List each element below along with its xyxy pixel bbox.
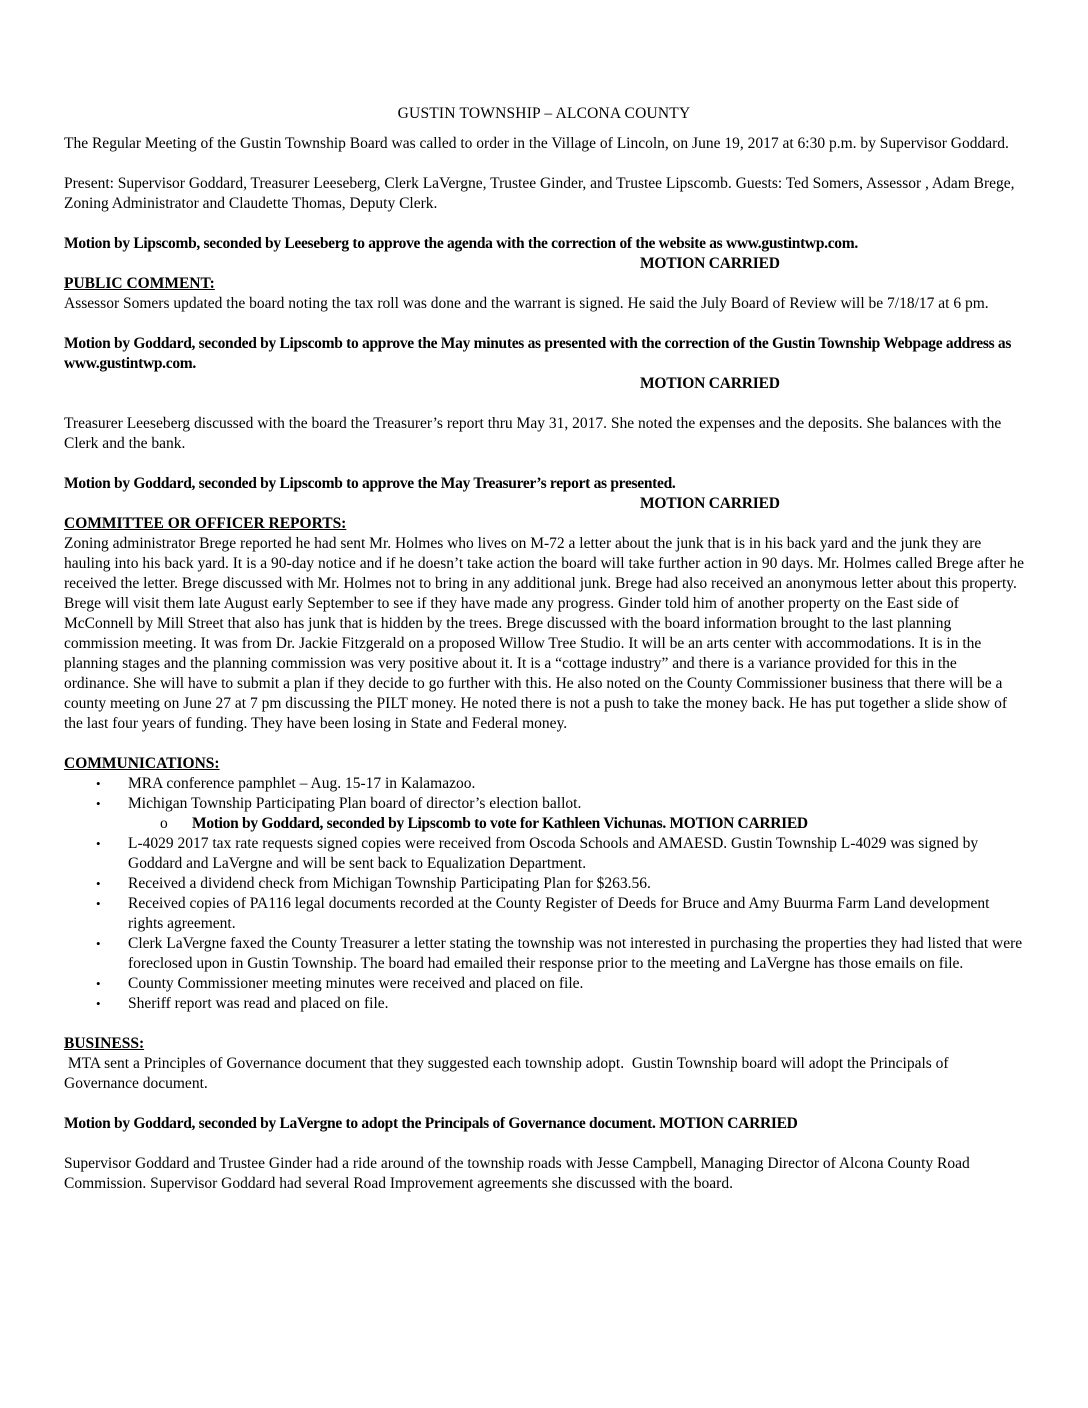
- list-item-text: Received copies of PA116 legal documents recorded at the County Register of Deeds for Bruce and Amy Buurma Farm Land development rights agreement.: [128, 895, 990, 932]
- motion-agenda: Motion by Lipscomb, seconded by Leeseberg to approve the agenda with the correction of the website as www.gustintwp.com.: [64, 235, 858, 252]
- list-item-text: County Commissioner meeting minutes were received and placed on file.: [128, 975, 584, 992]
- motion-carried-treasurer: MOTION CARRIED: [640, 495, 780, 512]
- list-item-text: Received a dividend check from Michigan Township Participating Plan for $263.56.: [128, 875, 651, 892]
- communications-sub-list: [64, 814, 1024, 834]
- sub-motion-text: Motion by Goddard, seconded by Lipscomb to vote for Kathleen Vichunas. MOTION CARRIED: [192, 815, 808, 832]
- document-title: GUSTIN TOWNSHIP – ALCONA COUNTY: [397, 105, 691, 122]
- sub-list-item: [64, 814, 1024, 834]
- communications-list: [64, 774, 1024, 1014]
- committee-heading: COMMITTEE OR OFFICER REPORTS:: [64, 515, 347, 532]
- treasurer-report-text: Treasurer Leeseberg discussed with the board the Treasurer’s report thru May 31, 2017. She noted the expenses and the deposits. She balances with the Clerk and the bank.: [64, 415, 1002, 452]
- public-comment-text: Assessor Somers updated the board noting the tax roll was done and the warrant is signed. He said the July Board of Review will be 7/18/17 at 6 pm.: [64, 295, 989, 312]
- present-paragraph: Present: Supervisor Goddard, Treasurer Leeseberg, Clerk LaVergne, Trustee Ginder, and Trustee Lipscomb. Guests: Ted Somers, Assessor , Adam Brege, Zoning Administrator and Claudette Thomas, Deputy Clerk.: [64, 175, 1015, 212]
- list-item: [64, 794, 1024, 814]
- list-item: [64, 974, 1024, 994]
- list-item: [64, 894, 1024, 934]
- motion-governance: Motion by Goddard, seconded by LaVergne to adopt the Principals of Governance document. MOTION CARRIED: [64, 1115, 798, 1132]
- business-heading: BUSINESS:: [64, 1035, 145, 1052]
- motion-minutes: Motion by Goddard, seconded by Lipscomb to approve the May minutes as presented with the correction of the Gustin Township Webpage address as www.gustintwp.com.: [64, 335, 1012, 372]
- roads-paragraph: Supervisor Goddard and Trustee Ginder had a ride around of the township roads with Jesse Campbell, Managing Director of Alcona County Road Commission. Supervisor Goddard had several Road Improvement agreements she discussed with the board.: [64, 1155, 970, 1192]
- bullet-icon: •: [96, 796, 101, 811]
- list-item: [64, 994, 1024, 1014]
- list-item-text: Michigan Township Participating Plan board of director’s election ballot.: [128, 795, 582, 812]
- list-item: [64, 834, 1024, 874]
- sub-list-container: [64, 814, 1024, 834]
- motion-carried-minutes: MOTION CARRIED: [640, 375, 780, 392]
- motion-carried-agenda: MOTION CARRIED: [640, 255, 780, 272]
- committee-text: Zoning administrator Brege reported he had sent Mr. Holmes who lives on M-72 a letter about the junk that is in his back yard and the junk they are hauling into his back yard. It is a 90-day notice and if he doesn’t take action the board will take further action in 90 days. Mr. Holmes called Brege after he received the letter. Brege discussed with Mr. Holmes not to bring in any additional junk. Brege had also received an anonymous letter about this property. Brege will visit them late August early September to see if they have made any progress. Ginder told him of another property on the East side of McConnell by Mill Street that also has junk that is hidden by the trees. Brege discussed with the board information brought to the last planning commission meeting. It was from Dr. Jackie Fitzgerald on a proposed Willow Tree Studio. It will be an arts center with accommodations. It is in the planning stages and the planning commission was very positive about it. It is a “cottage industry” and there is a variance provided for this in the ordinance. She will have to submit a plan if they decide to go further with this. He also noted on the County Commissioner business that there will be a county meeting on June 27 at 7 pm discussing the PILT money. He noted there is not a push to take the money back. He has put together a slide show of the last four years of funding. They have been losing in State and Federal money.: [64, 535, 1024, 732]
- document-page: [64, 100, 1024, 1194]
- bullet-icon: •: [96, 976, 101, 991]
- list-item-text: Sheriff report was read and placed on file.: [128, 995, 389, 1012]
- list-item-text: L-4029 2017 tax rate requests signed copies were received from Oscoda Schools and AMAESD. Gustin Township L-4029 was signed by Goddard and LaVergne and will be sent back to Equalization Department.: [128, 835, 979, 872]
- bullet-icon: •: [96, 896, 101, 911]
- bullet-icon: •: [96, 936, 101, 951]
- communications-heading: COMMUNICATIONS:: [64, 755, 220, 772]
- list-item-text: Clerk LaVergne faxed the County Treasurer a letter stating the township was not interested in purchasing the properties they had listed that were foreclosed upon in Gustin Township. The board had emailed their response prior to the meeting and LaVergne has those emails on file.: [128, 935, 1023, 972]
- list-item: [64, 934, 1024, 974]
- bullet-icon: •: [96, 996, 101, 1011]
- list-item: [64, 874, 1024, 894]
- circle-bullet-icon: o: [160, 815, 168, 832]
- intro-paragraph: The Regular Meeting of the Gustin Township Board was called to order in the Village of Lincoln, on June 19, 2017 at 6:30 p.m. by Supervisor Goddard.: [64, 135, 1009, 152]
- list-item: [64, 774, 1024, 794]
- business-text: MTA sent a Principles of Governance document that they suggested each township adopt. Gustin Township board will adopt the Principals of Governance document.: [64, 1055, 953, 1092]
- public-comment-heading: PUBLIC COMMENT:: [64, 275, 215, 292]
- bullet-icon: •: [96, 776, 101, 791]
- list-item-text: MRA conference pamphlet – Aug. 15-17 in Kalamazoo.: [128, 775, 476, 792]
- bullet-icon: •: [96, 876, 101, 891]
- motion-treasurer: Motion by Goddard, seconded by Lipscomb to approve the May Treasurer’s report as presented.: [64, 475, 676, 492]
- bullet-icon: •: [96, 836, 101, 851]
